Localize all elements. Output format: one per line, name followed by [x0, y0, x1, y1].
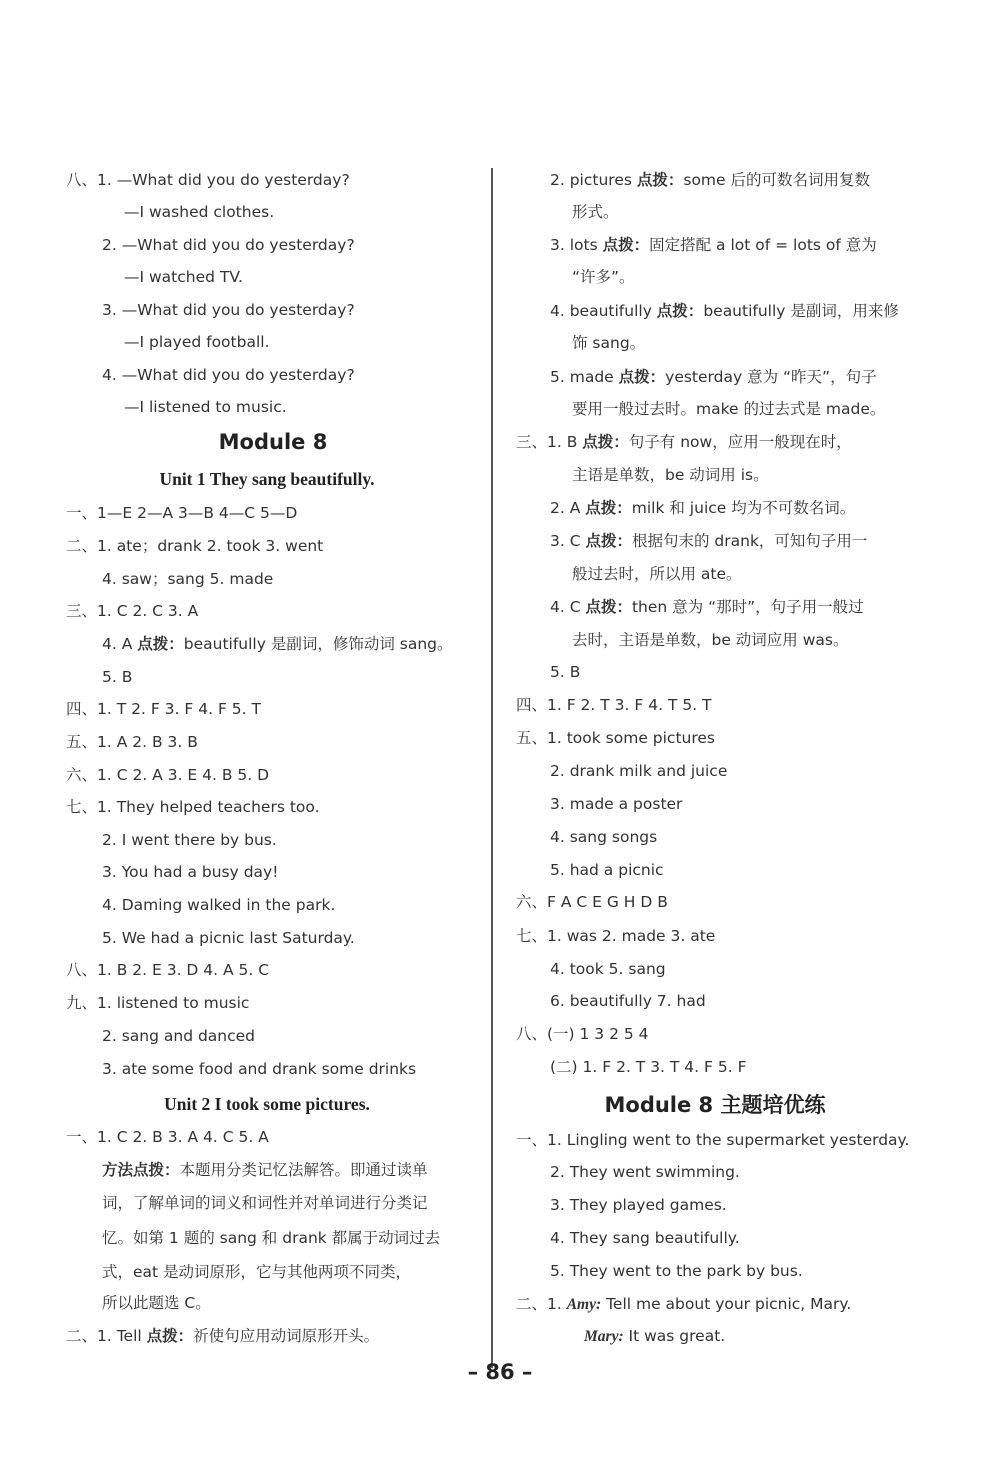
answer-line: 饰 sang。 — [572, 334, 646, 352]
answer-line: 形式。 — [572, 203, 619, 221]
answer-line: 4. Daming walked in the park. — [102, 896, 336, 914]
answer-line: 5. B — [102, 668, 133, 686]
answer-line: 般过去时，所以用 ate。 — [572, 565, 742, 583]
answer-line: 三、1. B 点拨：句子有 now，应用一般现在时， — [516, 433, 852, 451]
answer-line: 2. A 点拨：milk 和 juice 均为不可数名词。 — [550, 499, 856, 517]
answer-line: 4. A 点拨：beautifully 是副词，修饰动词 sang。 — [102, 635, 453, 653]
answer-line: 一、1. C 2. B 3. A 4. C 5. A — [66, 1128, 269, 1146]
section-heading-unit1: Unit 1 They sang beautifully. — [159, 469, 375, 489]
answer-line: 2. They went swimming. — [550, 1163, 740, 1181]
answer-line: 八、(一) 1 3 2 5 4 — [516, 1025, 649, 1043]
answer-line: 3. lots 点拨：固定搭配 a lot of = lots of 意为 — [550, 236, 877, 254]
page-number: – 86 – — [467, 1360, 533, 1384]
answer-line: 4. took 5. sang — [550, 960, 666, 978]
answer-line: 5. had a picnic — [550, 861, 664, 879]
answer-line: 4. C 点拨：then 意为 “那时”，句子用一般过 — [550, 598, 864, 616]
answer-line: 4. They sang beautifully. — [550, 1229, 740, 1247]
answer-line: 四、1. T 2. F 3. F 4. F 5. T — [66, 700, 261, 718]
answer-line: 七、1. was 2. made 3. ate — [516, 927, 716, 945]
answer-line: 四、1. F 2. T 3. F 4. T 5. T — [516, 696, 712, 714]
answer-line: 一、1. Lingling went to the supermarket yesterday. — [516, 1131, 910, 1149]
answer-line: 忆。如第 1 题的 sang 和 drank 都属于动词过去 — [102, 1229, 441, 1247]
answer-line: 五、1. A 2. B 3. B — [66, 733, 198, 751]
answer-line: Mary: It was great. — [584, 1327, 726, 1345]
answer-line: 五、1. took some pictures — [516, 729, 715, 747]
column-divider — [491, 168, 493, 1368]
answer-line: 3. ate some food and drank some drinks — [102, 1060, 417, 1078]
answer-line: 方法点拨：本题用分类记忆法解答。即通过读单 — [102, 1161, 428, 1179]
answer-line: 式，eat 是动词原形，它与其他两项不同类， — [102, 1263, 412, 1281]
answer-line: 5. made 点拨：yesterday 意为 “昨天”，句子 — [550, 368, 877, 386]
answer-line: 要用一般过去时。make 的过去式是 made。 — [572, 400, 886, 418]
answer-line: 二、1. Tell 点拨：祈使句应用动词原形开头。 — [66, 1327, 380, 1345]
answer-line: 六、1. C 2. A 3. E 4. B 5. D — [66, 766, 270, 784]
answer-line: 二、1. Amy: Tell me about your picnic, Mary. — [516, 1295, 852, 1313]
answer-line: 3. C 点拨：根据句末的 drank，可知句子用一 — [550, 532, 868, 550]
answer-line: —I listened to music. — [124, 398, 287, 416]
answer-line: 4. saw；sang 5. made — [102, 570, 274, 588]
answer-line: 5. B — [550, 663, 581, 681]
section-heading-unit2: Unit 2 I took some pictures. — [164, 1094, 370, 1114]
answer-line: 3. —What did you do yesterday? — [102, 301, 355, 319]
answer-line: 3. made a poster — [550, 795, 683, 813]
answer-line: 6. beautifully 7. had — [550, 992, 706, 1010]
answer-line: 2. pictures 点拨：some 后的可数名词用复数 — [550, 171, 870, 189]
answer-line: 九、1. listened to music — [66, 994, 250, 1012]
answer-line: 4. beautifully 点拨：beautifully 是副词，用来修 — [550, 302, 899, 320]
answer-line: 六、F A C E G H D B — [516, 893, 668, 911]
answer-line: 2. I went there by bus. — [102, 831, 277, 849]
answer-line: 2. sang and danced — [102, 1027, 256, 1045]
answer-line: 4. —What did you do yesterday? — [102, 366, 355, 384]
answer-line: “许多”。 — [572, 268, 635, 286]
answer-line: 词，了解单词的词义和词性并对单词进行分类记 — [102, 1194, 428, 1212]
answer-line: 4. sang songs — [550, 828, 658, 846]
answer-line: —I played football. — [124, 333, 270, 351]
answer-line: 3. You had a busy day! — [102, 863, 279, 881]
section-heading-module: Module 8 — [218, 430, 328, 454]
answer-line: 所以此题选 C。 — [102, 1294, 211, 1312]
answer-line: 主语是单数，be 动词用 is。 — [572, 466, 769, 484]
answer-line: 去时，主语是单数，be 动词应用 was。 — [572, 631, 849, 649]
answer-line: 八、1. B 2. E 3. D 4. A 5. C — [66, 961, 270, 979]
answer-line: 三、1. C 2. C 3. A — [66, 602, 199, 620]
answer-line: 5. They went to the park by bus. — [550, 1262, 803, 1280]
answer-line: 一、1—E 2—A 3—B 4—C 5—D — [66, 504, 298, 522]
answer-line: 八、1. —What did you do yesterday? — [66, 171, 350, 189]
answer-line: 2. —What did you do yesterday? — [102, 236, 355, 254]
answer-line: 2. drank milk and juice — [550, 762, 728, 780]
answer-line: 5. We had a picnic last Saturday. — [102, 929, 355, 947]
answer-line: (二) 1. F 2. T 3. T 4. F 5. F — [550, 1058, 747, 1076]
section-heading-practice: Module 8 主题培优练 — [604, 1093, 826, 1117]
answer-line: —I watched TV. — [124, 268, 243, 286]
answer-line: 七、1. They helped teachers too. — [66, 798, 320, 816]
answer-line: 二、1. ate；drank 2. took 3. went — [66, 537, 324, 555]
answer-line: 3. They played games. — [550, 1196, 727, 1214]
answer-line: —I washed clothes. — [124, 203, 275, 221]
